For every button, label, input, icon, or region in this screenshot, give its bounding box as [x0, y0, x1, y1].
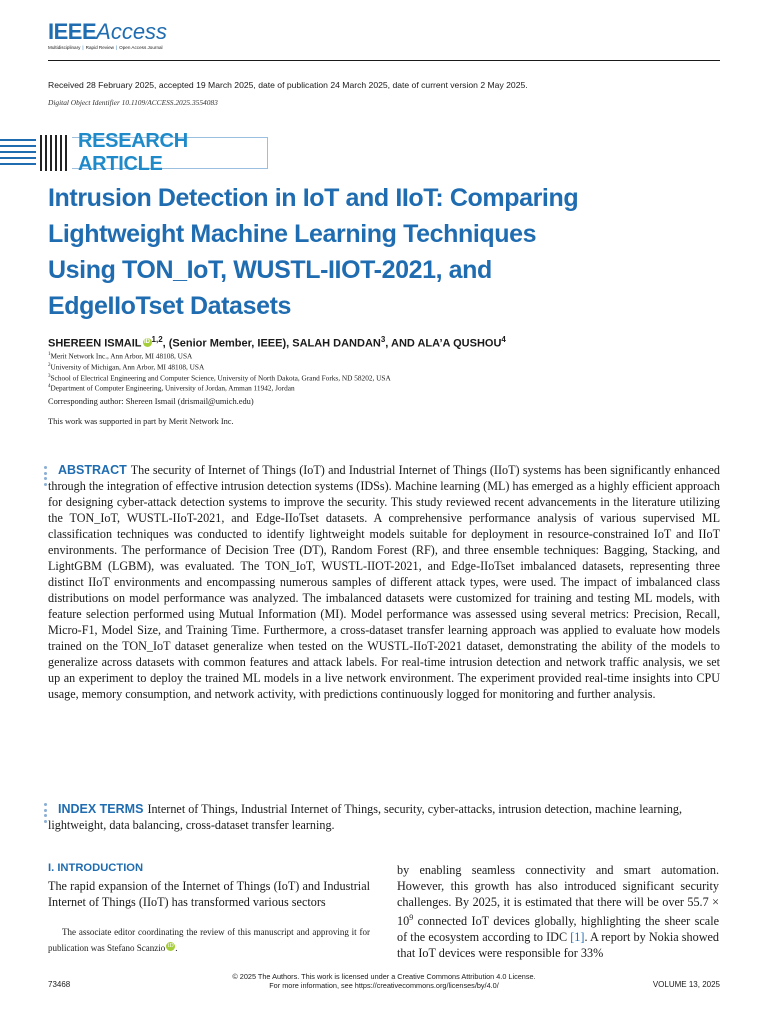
logo-access: Access — [96, 19, 168, 44]
banner-bars — [40, 135, 70, 171]
section-heading: I. INTRODUCTION — [48, 862, 144, 874]
author-name: , (Senior Member, IEEE), SALAH DANDAN — [162, 337, 381, 350]
doi: Digital Object Identifier 10.1109/ACCESS.2025.3554083 — [48, 98, 218, 107]
affiliation-item: $^3$School of Electrical Engineering and Computer Science, University of North Dakota, Grand Forks, ND 58202, USA — [48, 373, 391, 383]
logo-wordmark — [48, 20, 167, 44]
index-terms-text: Internet of Things, Industrial Internet of Things, security, cyber-attacks, intrusion detection, machine learning, lightweight, data balancing, cross-dataset transfer learning. — [48, 802, 683, 832]
abstract — [48, 462, 720, 702]
volume-label: VOLUME 13, 2025 — [652, 980, 720, 989]
author-line — [48, 335, 506, 350]
page-number: 73468 — [48, 980, 71, 989]
affiliations — [48, 350, 391, 393]
orcid-icon[interactable]: iD — [167, 943, 174, 949]
article-type-banner — [0, 130, 270, 175]
affiliation-item: $^4$Department of Computer Engineering, University of Jordan, Amman 11942, Jordan — [48, 383, 295, 393]
orcid-icon[interactable]: iD — [144, 338, 151, 345]
license-line: © 2025 The Authors. This work is licensed under a Creative Commons Attribution 4.0 License. — [232, 972, 536, 981]
article-title: Intrusion Detection in IoT and IIoT: Comparing Lightweight Machine Learning Techniques Using TON_IoT, WUSTL-IIOT-2021, and EdgeIIoTset Datasets — [48, 184, 579, 320]
logo-tagline: Multidisciplinary | Rapid Review | Open Access Journal — [48, 45, 163, 50]
intro-column-1: The rapid expansion of the Internet of Things (IoT) and Industrial Internet of Things (IIoT) has transformed various sectors — [48, 879, 370, 909]
index-terms-marker — [44, 803, 47, 825]
abstract-marker — [44, 466, 47, 488]
funding-note: This work was supported in part by Merit Network Inc. — [48, 417, 234, 426]
tagline-item: Rapid Review — [85, 45, 114, 50]
tagline-item: Open Access Journal — [119, 45, 163, 50]
abstract-heading: ABSTRACT — [58, 463, 127, 477]
corresponding-author: Corresponding author: Shereen Ismail (drismail@umich.edu) — [48, 397, 254, 406]
author-name: SHEREEN ISMAIL — [48, 337, 142, 350]
editor-footnote: The associate editor coordinating the review of this manuscript and approving it for publication was Stefano Scanzio iD . — [48, 927, 370, 953]
abstract-text: The security of Internet of Things (IoT) and Industrial Internet of Things (IIoT) systems has been significantly enhanced through the integration of effective intrusion detection systems (IDSs). Machine learning (ML) has emerged as a highly efficient approach for designing cyber-attack detection systems to improve the security. This study reviewed recent advancements in the literature utilizing the TON_IoT, WUSTL-IIoT-2021, and Edge-IIoTset datasets. A comprehensive performance analysis of various supervised ML classification techniques was conducted to identify lightweight models suitable for deployment in resource-constrained IoT and IIoT environments. The performance of Decision Tree (DT), Random Forest (RF), and three ensemble techniques: Bagging, Stacking, and LightGBM (LGBM), was evaluated. The TON_IoT, WUSTL-IIOT-2021, and Edge-IIoTset imbalanced datasets, representing three distinct IIoT environments and encompassing numerous samples of different attack types, were used. The impact of imbalanced class distributions on model performance was analyzed. The imbalanced datasets were customized for training and testing ML models, with feature selection performed using Mutual Information (MI). Model performance was assessed using several metrics: Precision, Recall, Micro-F1, Model Size, and Training Time. Furthermore, a cross-dataset transfer learning approach was applied to evaluate how models trained on the TON_IoT dataset generalize when tested on the WUSTL-IIoT-2021 dataset, demonstrating the ability of the models to generalize across datasets with common features and attack labels. For real-time intrusion detection and network traffic analysis, we set up an experiment to deploy the trained ML models in a live network environment. The experiment provided real-time insights into CPU usage, memory consumption, and network activity, with predictions continuously logged for monitoring and further analysis. — [48, 463, 720, 701]
banner-stripes — [0, 135, 36, 171]
intro-column-2: by enabling seamless connectivity and smart automation. However, this growth has also introduced significant security challenges. By 2025, it is estimated that there will be over $55.7 \times 10^9$ connected IoT devices globally, highlighting the sheer scale of the ecosystem according to IDC [1]. A report by Nokia showed that IoT devices were responsible for 33% — [397, 863, 720, 961]
author-affil-sup: 4 — [501, 335, 506, 344]
author-affil-sup: 3 — [380, 335, 386, 344]
logo-ieee: IEEE — [48, 19, 97, 44]
index-terms-heading: INDEX TERMS — [58, 802, 144, 816]
journal-logo — [48, 20, 167, 50]
citation-link[interactable]: [1] — [570, 930, 585, 945]
index-terms — [48, 801, 720, 833]
author-affil-sup: 1,2 — [151, 335, 163, 344]
article-type-label: RESEARCH ARTICLE — [72, 137, 268, 169]
received-dates: Received 28 February 2025, accepted 19 March 2025, date of publication 24 March 2025, date of current version 2 May 2025. — [48, 80, 528, 90]
footnote-text: The associate editor coordinating the review of this manuscript and approving it for publication was Stefano Scanzio — [48, 927, 370, 953]
affiliation-item: $^2$University of Michigan, Ann Arbor, MI 48108, USA — [48, 362, 205, 372]
author-name: , AND ALA’A QUSHOU — [385, 337, 502, 350]
tagline-item: Multidisciplinary — [48, 45, 81, 50]
license-link[interactable]: For more information, see https://creativecommons.org/licenses/by/4.0/ — [269, 981, 499, 990]
affiliation-item: $^1$Merit Network Inc., Ann Arbor, MI 48108, USA — [48, 351, 193, 361]
header-rule — [48, 60, 720, 61]
